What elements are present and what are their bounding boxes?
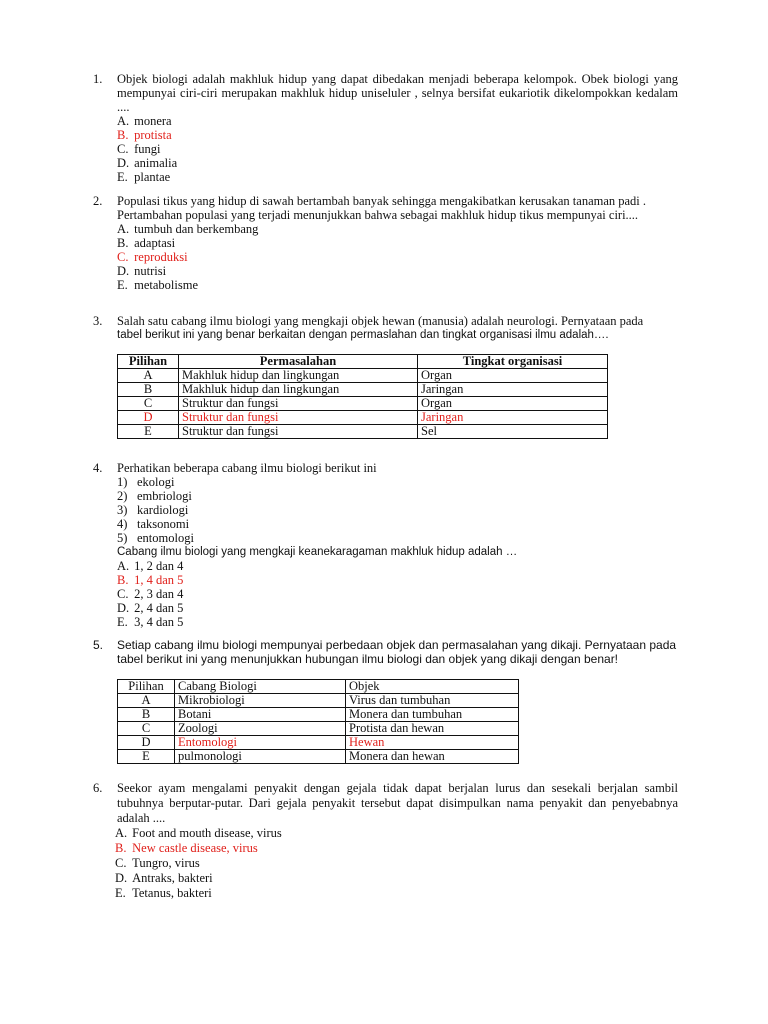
options (117, 114, 678, 184)
list-item: 2) embriologi (117, 489, 192, 503)
header-cabang-biologi: Cabang Biologi (175, 680, 346, 694)
cell-pilihan: C (118, 397, 179, 411)
cell-pilihan: E (118, 750, 175, 764)
cell-cabang: Botani (175, 708, 346, 722)
option-d: D. animalia (117, 156, 178, 170)
question-text-line-2: tabel berikut ini yang benar berkaitan dengan permaslahan dan tingkat organisasi ilmu adalah…. (117, 329, 609, 341)
table-row (118, 369, 608, 383)
list-item: 1) ekologi (117, 475, 175, 489)
table-row (118, 694, 519, 708)
cell-tingkat: Jaringan (418, 411, 608, 425)
option-b: B. adaptasi (117, 236, 176, 250)
cell-cabang: Mikrobiologi (175, 694, 346, 708)
question-text: Salah satu cabang ilmu biologi yang mengkaji objek hewan (manusia) adalah neurologi. Pernyataan pada (117, 314, 644, 328)
question-number: 5. (93, 638, 104, 652)
option-d: D. 2, 4 dan 5 (117, 601, 184, 615)
header-pilihan: Pilihan (118, 355, 179, 369)
question-2 (93, 194, 678, 292)
cell-tingkat: Organ (418, 397, 608, 411)
options (117, 222, 678, 292)
option-d: D. nutrisi (117, 264, 167, 278)
option-e: E. metabolisme (117, 278, 198, 292)
options (117, 559, 678, 629)
table-row (118, 722, 519, 736)
header-permasalahan: Permasalahan (179, 355, 418, 369)
option-c: C. Tungro, virus (115, 856, 200, 870)
cell-objek: Monera dan tumbuhan (346, 708, 519, 722)
table-row (118, 397, 608, 411)
question-5 (93, 638, 678, 666)
cell-pilihan: B (118, 708, 175, 722)
cell-permasalahan: Makhluk hidup dan lingkungan (179, 383, 418, 397)
cell-pilihan: A (118, 694, 175, 708)
cell-objek: Protista dan hewan (346, 722, 519, 736)
cell-pilihan: B (118, 383, 179, 397)
option-c: C. 2, 3 dan 4 (117, 587, 184, 601)
question-3 (93, 314, 678, 342)
cell-objek: Hewan (346, 736, 519, 750)
option-a: A. tumbuh dan berkembang (117, 222, 259, 236)
question-prompt: Cabang ilmu biologi yang mengkaji keanekaragaman makhluk hidup adalah … (117, 546, 518, 558)
cell-permasalahan: Makhluk hidup dan lingkungan (179, 369, 418, 383)
cell-pilihan: D (118, 736, 175, 750)
cell-pilihan: D (118, 411, 179, 425)
table-row (118, 708, 519, 722)
cell-tingkat: Organ (418, 369, 608, 383)
cell-cabang: Entomologi (175, 736, 346, 750)
list-item: 4) taksonomi (117, 517, 190, 531)
option-a: A. Foot and mouth disease, virus (115, 826, 282, 840)
option-a: A. 1, 2 dan 4 (117, 559, 184, 573)
option-d: D. Antraks, bakteri (115, 871, 213, 885)
option-a: A. monera (117, 114, 172, 128)
cell-permasalahan: Struktur dan fungsi (179, 397, 418, 411)
cell-cabang: Zoologi (175, 722, 346, 736)
option-e: E. 3, 4 dan 5 (117, 615, 184, 629)
list-item: 5) entomologi (117, 531, 194, 545)
table-row (118, 383, 608, 397)
question-text: Perhatikan beberapa cabang ilmu biologi berikut ini (117, 461, 377, 475)
question-number: 4. (93, 461, 103, 475)
table-header-row (118, 355, 608, 369)
table-question-5 (117, 679, 519, 764)
cell-permasalahan: Struktur dan fungsi (179, 411, 418, 425)
option-c: C. fungi (117, 142, 161, 156)
cell-objek: Virus dan tumbuhan (346, 694, 519, 708)
table-row (118, 750, 519, 764)
cell-permasalahan: Struktur dan fungsi (179, 425, 418, 439)
question-number: 2. (93, 194, 103, 208)
cell-cabang: pulmonologi (175, 750, 346, 764)
question-6 (93, 781, 678, 901)
options (115, 826, 678, 901)
cell-pilihan: E (118, 425, 179, 439)
question-1 (93, 72, 678, 184)
option-e: E. plantae (117, 170, 171, 184)
question-number: 1. (93, 72, 103, 86)
header-tingkat-organisasi: Tingkat organisasi (418, 355, 608, 369)
option-b-answer: B. 1, 4 dan 5 (117, 573, 184, 587)
table-header-row (118, 680, 519, 694)
question-text: Populasi tikus yang hidup di sawah bertambah banyak sehingga mengakibatkan kerusakan tanaman padi . Pertambahan populasi yang terjadi menunjukkan bahwa sebagai makhluk hidup tikus mempunyai ciri.... (117, 194, 647, 222)
question-text: Seekor ayam mengalami penyakit dengan gejala tidak dapat berjalan lurus dan sesekali berjalan sambil tubuhnya berputar-putar. Dari gejala penyakit tersebut dapat disimpulkan nama penyakit dan penyebabnya adalah .... (117, 781, 678, 825)
table-question-3 (117, 354, 608, 439)
question-number: 3. (93, 314, 103, 328)
option-b-answer: B. protista (117, 128, 172, 142)
question-text: Setiap cabang ilmu biologi mempunyai perbedaan objek dan permasalahan yang dikaji. Pernyataan pada tabel berikut ini yang menunjukkan hubungan ilmu biologi dan objek yang dikaji dengan benar! (117, 638, 677, 666)
header-objek: Objek (346, 680, 519, 694)
table-row-answer (118, 736, 519, 750)
cell-objek: Monera dan hewan (346, 750, 519, 764)
numbered-list (117, 475, 678, 545)
cell-tingkat: Jaringan (418, 383, 608, 397)
option-b-answer: B. New castle disease, virus (115, 841, 258, 855)
cell-tingkat: Sel (418, 425, 608, 439)
header-pilihan: Pilihan (118, 680, 175, 694)
list-item: 3) kardiologi (117, 503, 189, 517)
option-e: E. Tetanus, bakteri (115, 886, 212, 900)
cell-pilihan: C (118, 722, 175, 736)
question-number: 6. (93, 781, 103, 795)
cell-pilihan: A (118, 369, 179, 383)
question-4 (93, 461, 678, 629)
option-c-answer: C. reproduksi (117, 250, 188, 264)
question-text: Objek biologi adalah makhluk hidup yang dapat dibedakan menjadi beberapa kelompok. Obek biologi yang mempunyai ciri-ciri merupakan makhluk hidup uniseluler , selnya bersifat eukariotik dikelompokkan kedalam .... (117, 72, 678, 114)
table-row-answer (118, 411, 608, 425)
table-row (118, 425, 608, 439)
